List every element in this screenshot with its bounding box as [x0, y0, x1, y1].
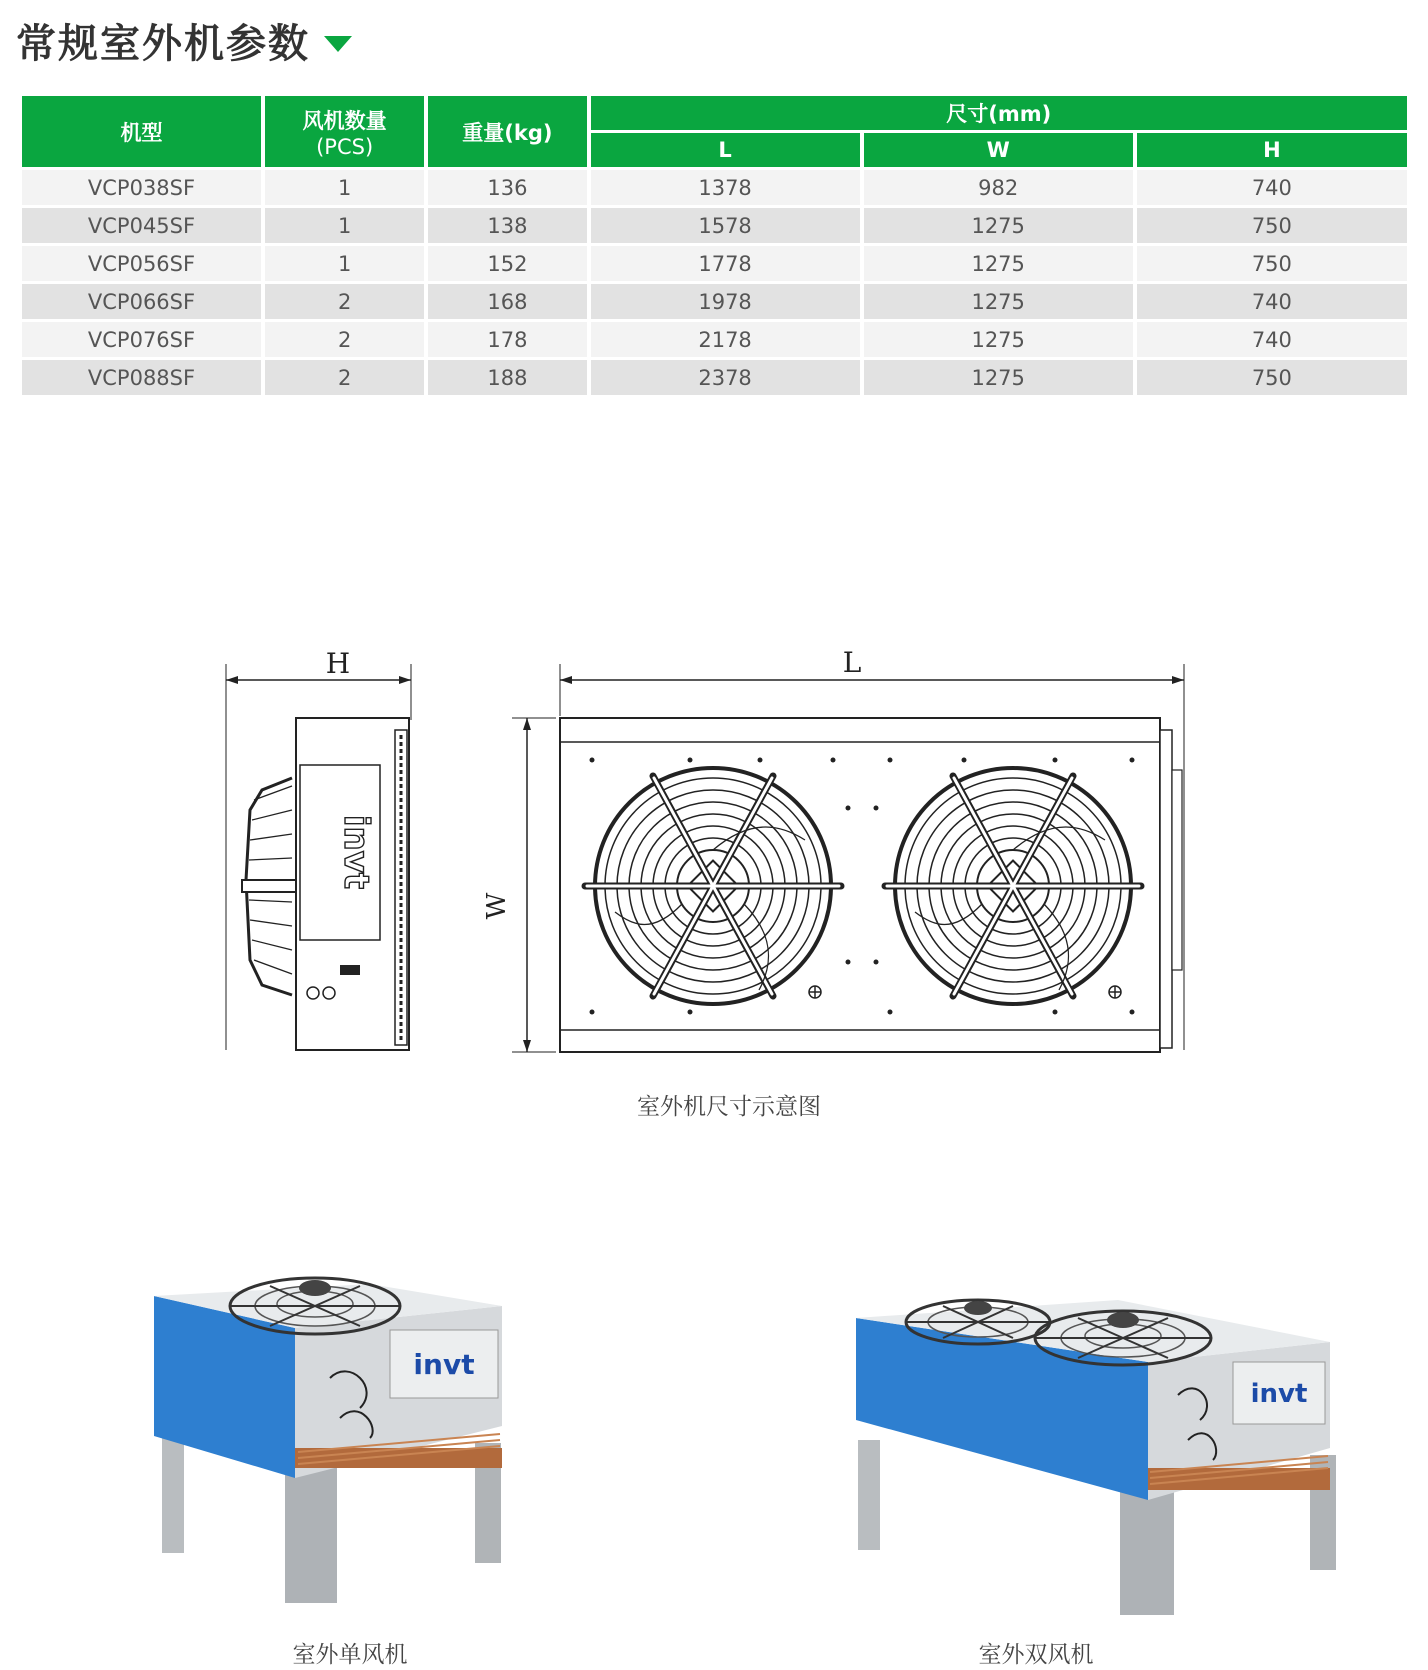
cell-l: 2178: [591, 322, 860, 357]
cell-l: 1778: [591, 246, 860, 281]
cell-l: 1578: [591, 208, 860, 243]
table-row: [22, 208, 1407, 243]
cell-h: 740: [1137, 322, 1407, 357]
front-view: [482, 646, 1184, 1052]
header-fan-qty: [265, 96, 424, 167]
cell-model: VCP038SF: [22, 170, 261, 205]
dimension-drawing: [0, 640, 1428, 1080]
cell-model: VCP076SF: [22, 322, 261, 357]
cell-weight: 178: [428, 322, 586, 357]
single-fan-caption: 室外单风机: [292, 1642, 408, 1668]
cell-w: 1275: [864, 246, 1133, 281]
label-l: L: [842, 646, 862, 679]
fan-guard-icon: [906, 1300, 1050, 1344]
cell-h: 740: [1137, 170, 1407, 205]
table-row: [22, 246, 1407, 281]
cell-weight: 168: [428, 284, 586, 319]
cell-fans: 1: [265, 246, 424, 281]
cell-l: 2378: [591, 360, 860, 395]
cell-h: 740: [1137, 284, 1407, 319]
cell-w: 982: [864, 170, 1133, 205]
fan-guard-icon: [230, 1278, 400, 1334]
spec-table: [18, 93, 1411, 398]
header-model: 机型: [22, 96, 261, 167]
header-size: 尺寸(mm): [591, 96, 1407, 130]
double-fan-caption: 室外双风机: [978, 1642, 1094, 1668]
cell-fans: 2: [265, 284, 424, 319]
fan-guard-icon: [1035, 1311, 1211, 1365]
photo-brand-double: invt: [1250, 1379, 1308, 1409]
cell-l: 1378: [591, 170, 860, 205]
cell-h: 750: [1137, 208, 1407, 243]
drawing-brand: invt: [336, 814, 376, 890]
header-l: L: [591, 133, 860, 167]
label-w: W: [482, 892, 512, 920]
header-h: H: [1137, 133, 1407, 167]
page-title-text: 常规室外机参数: [16, 21, 310, 67]
page-title: [16, 12, 352, 69]
header-weight: 重量(kg): [428, 96, 586, 167]
cell-w: 1275: [864, 284, 1133, 319]
header-fan-qty-label: 风机数量: [302, 108, 387, 133]
cell-fans: 1: [265, 170, 424, 205]
cell-model: VCP088SF: [22, 360, 261, 395]
label-h: H: [325, 647, 351, 680]
double-fan-photo: [848, 1280, 1348, 1630]
cell-fans: 2: [265, 322, 424, 357]
photo-brand-single: invt: [413, 1348, 475, 1381]
cell-weight: 138: [428, 208, 586, 243]
cell-w: 1275: [864, 322, 1133, 357]
header-fan-unit: (PCS): [316, 134, 374, 159]
cell-weight: 136: [428, 170, 586, 205]
drawing-caption: 室外机尺寸示意图: [637, 1094, 821, 1120]
cell-w: 1275: [864, 360, 1133, 395]
cell-weight: 188: [428, 360, 586, 395]
table-row: [22, 360, 1407, 395]
chevron-down-icon[interactable]: [324, 36, 352, 52]
cell-h: 750: [1137, 246, 1407, 281]
single-fan-photo: [150, 1268, 550, 1608]
cell-h: 750: [1137, 360, 1407, 395]
cell-weight: 152: [428, 246, 586, 281]
table-row: [22, 322, 1407, 357]
cell-fans: 1: [265, 208, 424, 243]
cell-model: VCP056SF: [22, 246, 261, 281]
header-w: W: [864, 133, 1133, 167]
side-view: [226, 647, 411, 1050]
cell-l: 1978: [591, 284, 860, 319]
cell-w: 1275: [864, 208, 1133, 243]
cell-model: VCP066SF: [22, 284, 261, 319]
table-row: [22, 284, 1407, 319]
cell-model: VCP045SF: [22, 208, 261, 243]
table-row: [22, 170, 1407, 205]
cell-fans: 2: [265, 360, 424, 395]
